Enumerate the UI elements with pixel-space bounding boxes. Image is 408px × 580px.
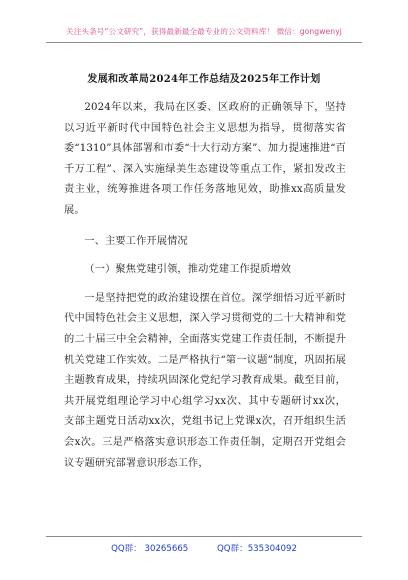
header-divider [46, 42, 362, 43]
promo-banner: 关注头条号“公文研究”，获得最新最全最专业的公文资料库！ 微信：gongwenyj [66, 27, 342, 36]
footer-qq-group-1: QQ群： 30265665 [111, 544, 189, 554]
footer-contacts [30, 542, 378, 554]
body-paragraph: 一是坚持把党的政治建设摆在首位。深学细悟习近平新时代中国特色社会主义思想，深入学习贯彻党的二十大精神和党的二十届三中全会精神，全面落实党建工作责任制，不断提升机关党建工作实效。二是严格执行“第一议题”制度，巩固拓展主题教育成果，持续巩固深化党纪学习教育成果。截至目前，共开展党组理论学习中心组学习xx次、其中专题研讨xx次，支部主题党日活动xx次，党组书记上党课x次，召开组织生活会x次。三是严格落实意识形态工作责任制，定期召开党组会议专题研究部署意识形态工作， [64, 292, 346, 469]
section-heading: 一、主要工作开展情况 [84, 235, 188, 247]
subsection-heading: （一）聚焦党建引领，推动党建工作提质增效 [84, 264, 292, 276]
footer-divider [46, 536, 362, 537]
document-body [64, 98, 346, 474]
document-title: 发展和改革局2024年工作总结及2025年工作计划 [87, 74, 321, 85]
intro-paragraph: 2024年以来，我局在区委、区政府的正确领导下，坚持以习近平新时代中国特色社会主义思想为指导，贯彻落实省委“1310”具体部署和市委“十大行动方案”、加力提速推进“百千万工程”、深入实施绿美生态建设等重点工作，紧扣发改主责主业，统筹推进各项工作任务落地见效，助推xx高质量发展。 [64, 102, 346, 216]
footer-qq-group-2: QQ群：535304092 [217, 544, 297, 554]
